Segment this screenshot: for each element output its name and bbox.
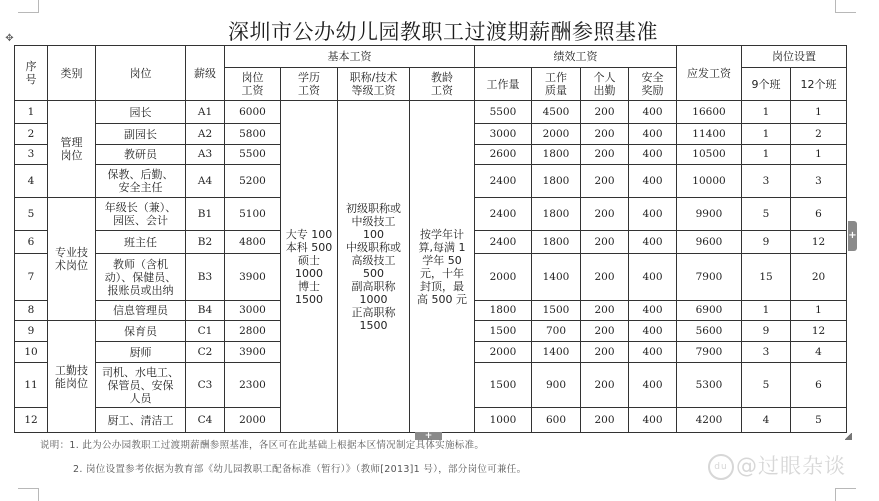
cell-class12: 1: [791, 301, 847, 321]
position-label-line: 副园长: [124, 127, 157, 141]
cell-workload: 2400: [475, 231, 532, 254]
title-wage-line: 500: [363, 266, 384, 280]
cell-post-wage: 5200: [225, 165, 281, 198]
education-wage-line: 1500: [295, 292, 323, 306]
table-body: [15, 101, 847, 433]
cell-grade: C3: [186, 363, 225, 408]
position-label-line: 保教、后勤、: [107, 168, 174, 181]
title-wage-line: 副高职称: [351, 279, 396, 293]
cell-class9: 3: [742, 342, 791, 363]
position-label-line: 保育员: [124, 324, 157, 338]
cell-class9: 15: [742, 254, 791, 301]
add-row-button[interactable]: +: [415, 432, 442, 440]
cell-seq: 2: [15, 124, 48, 145]
cell-workload: 1500: [475, 363, 532, 408]
cell-gross: 5300: [677, 363, 742, 408]
cell-post-wage: 3900: [225, 342, 281, 363]
category-label-line: 术岗位: [55, 259, 88, 272]
cell-class9: 5: [742, 198, 791, 231]
header-gross: 应发工资: [677, 46, 742, 101]
cell-gross: 11400: [677, 124, 742, 145]
education-wage-line: 硕士: [298, 253, 320, 267]
cell-education-wage-merged: [281, 101, 338, 433]
header-post-wage: [225, 68, 281, 101]
header-post-wage-label: 岗位 工资: [241, 71, 264, 97]
cell-safety: 400: [629, 408, 677, 433]
header-seq-label: 序 号: [25, 60, 37, 86]
education-wage-line: 本科 500: [285, 240, 333, 254]
cell-attendance: 200: [581, 408, 629, 433]
cell-quality: 1500: [532, 301, 581, 321]
cell-attendance: 200: [581, 342, 629, 363]
cell-attendance: 200: [581, 254, 629, 301]
cell-position: [96, 342, 186, 363]
header-basic-group: 基本工资: [225, 46, 475, 68]
note-1: 说明：1. 此为公办园教职工过渡期薪酬参照基准，各区可在此基础上根据本区情况制定具体实施标准。: [40, 440, 485, 451]
table-row: [15, 101, 847, 124]
cell-position: [96, 198, 186, 231]
header-attendance-label: 个人 出勤: [593, 71, 616, 97]
cell-attendance: 200: [581, 101, 629, 124]
cell-seq: 11: [15, 363, 48, 408]
cell-gross: 6900: [677, 301, 742, 321]
cell-class12: 2: [791, 124, 847, 145]
cell-gross: 7900: [677, 342, 742, 363]
cell-gross: 10000: [677, 165, 742, 198]
cell-safety: 400: [629, 101, 677, 124]
page-corner-mark: [835, 488, 856, 501]
seniority-wage-line: 封顶，最: [420, 279, 464, 293]
position-label-line: 动）、保健员、: [104, 270, 177, 284]
cell-seq: 10: [15, 342, 48, 363]
position-label-line: 安全主任: [118, 181, 163, 194]
cell-gross: 5600: [677, 321, 742, 342]
cell-post-wage: 3000: [225, 301, 281, 321]
cell-attendance: 200: [581, 363, 629, 408]
cell-class12: 12: [791, 321, 847, 342]
cell-quality: 900: [532, 363, 581, 408]
cell-post-wage: 6000: [225, 101, 281, 124]
cell-quality: 1800: [532, 198, 581, 231]
cell-grade: A3: [186, 145, 225, 165]
cell-seq: 12: [15, 408, 48, 433]
salary-table: [14, 45, 847, 433]
title-wage-line: 正高职称: [351, 305, 396, 319]
cell-attendance: 200: [581, 321, 629, 342]
cell-grade: A2: [186, 124, 225, 145]
cell-safety: 400: [629, 124, 677, 145]
category-label-line: 工勤技: [55, 363, 88, 377]
cell-post-wage: 4800: [225, 231, 281, 254]
page-corner-mark: [18, 488, 39, 501]
cell-grade: B4: [186, 301, 225, 321]
header-workload: 工作量: [475, 68, 532, 101]
cell-safety: 400: [629, 321, 677, 342]
cell-class12: 1: [791, 145, 847, 165]
cell-workload: 2000: [475, 254, 532, 301]
header-title-wage-label: 职称/技术 等级工资: [349, 71, 398, 97]
education-wage-line: 1000: [295, 266, 323, 280]
cell-class12: 1: [791, 101, 847, 124]
cell-grade: B3: [186, 254, 225, 301]
cell-class12: 3: [791, 165, 847, 198]
cell-post-wage: 2800: [225, 321, 281, 342]
cell-attendance: 200: [581, 145, 629, 165]
header-staffing-group: 岗位设置: [742, 46, 847, 68]
header-class9: 9个班: [742, 68, 791, 101]
cell-attendance: 200: [581, 165, 629, 198]
cell-post-wage: 2300: [225, 363, 281, 408]
cell-gross: 10500: [677, 145, 742, 165]
cell-grade: B1: [186, 198, 225, 231]
position-label-line: 保管员、安保: [107, 378, 174, 392]
page-corner-mark: [835, 0, 856, 13]
cell-quality: 700: [532, 321, 581, 342]
cell-gross: 9600: [677, 231, 742, 254]
cell-safety: 400: [629, 198, 677, 231]
cell-safety: 400: [629, 165, 677, 198]
cell-seq: 9: [15, 321, 48, 342]
cell-quality: 1400: [532, 342, 581, 363]
cell-class12: 5: [791, 408, 847, 433]
cell-post-wage: 3900: [225, 254, 281, 301]
cell-grade: C4: [186, 408, 225, 433]
cell-workload: 1800: [475, 301, 532, 321]
category-label-line: 管理: [60, 136, 83, 149]
cell-class9: 5: [742, 363, 791, 408]
cell-safety: 400: [629, 301, 677, 321]
cell-grade: C1: [186, 321, 225, 342]
cell-class9: 4: [742, 408, 791, 433]
seniority-wage-line: 算,每满 1: [418, 240, 466, 254]
cell-seq: 5: [15, 198, 48, 231]
cell-position: [96, 363, 186, 408]
cell-class12: 6: [791, 198, 847, 231]
cell-seq: 7: [15, 254, 48, 301]
cell-attendance: 200: [581, 231, 629, 254]
title-wage-line: 1500: [359, 318, 388, 332]
cell-seq: 8: [15, 301, 48, 321]
cell-grade: C2: [186, 342, 225, 363]
cell-position: [96, 124, 186, 145]
header-attendance: [581, 68, 629, 101]
header-safety: [629, 68, 677, 101]
header-education-wage: [281, 68, 338, 101]
cell-seq: 6: [15, 231, 48, 254]
cell-category: [48, 101, 96, 198]
category-label-line: 岗位: [60, 149, 83, 162]
position-label-line: 厨工、清洁工: [107, 413, 174, 427]
add-column-button[interactable]: +: [848, 221, 857, 251]
title-wage-line: 高级技工: [351, 253, 396, 267]
cell-class9: 3: [742, 165, 791, 198]
seniority-wage-line: 高 500 元: [417, 292, 467, 306]
header-title-wage: [338, 68, 410, 101]
cell-quality: 4500: [532, 101, 581, 124]
cell-workload: 1500: [475, 321, 532, 342]
header-position: 岗位: [96, 46, 186, 101]
table-resize-handle[interactable]: [845, 433, 852, 440]
watermark: [708, 450, 846, 480]
cell-gross: 4200: [677, 408, 742, 433]
watermark-text: @过眼杂谈: [736, 454, 846, 478]
cell-class12: 20: [791, 254, 847, 301]
position-label-line: 厨师: [129, 345, 152, 359]
position-label-line: 班主任: [124, 235, 157, 249]
position-label-line: 信息管理员: [113, 304, 168, 317]
cell-class12: 4: [791, 342, 847, 363]
note-2: 2. 岗位设置参考依据为教育部《幼儿园教职工配备标准（暂行）》（教师[2013]1 号），部分岗位可兼任。: [73, 464, 527, 475]
cell-position: [96, 165, 186, 198]
title-wage-line: 初级职称或: [346, 201, 401, 215]
cell-grade: A4: [186, 165, 225, 198]
header-category: 类别: [48, 46, 96, 101]
cell-position: [96, 145, 186, 165]
cell-gross: 7900: [677, 254, 742, 301]
title-wage-line: 中级职称或: [346, 240, 401, 254]
cell-attendance: 200: [581, 198, 629, 231]
cell-workload: 2400: [475, 165, 532, 198]
cell-seq: 3: [15, 145, 48, 165]
cell-quality: 1800: [532, 165, 581, 198]
document-title: 深圳市公办幼儿园教职工过渡期薪酬参照基准: [228, 20, 658, 44]
cell-quality: 1800: [532, 145, 581, 165]
position-label-line: 园长: [129, 105, 152, 119]
header-quality: [532, 68, 581, 101]
education-wage-line: 大专 100: [285, 227, 333, 241]
cell-workload: 2000: [475, 342, 532, 363]
cell-position: [96, 101, 186, 124]
cell-workload: 3000: [475, 124, 532, 145]
table-move-icon[interactable]: ✥: [5, 33, 14, 44]
cell-class12: 12: [791, 231, 847, 254]
seniority-wage-line: 按学年计: [420, 227, 464, 241]
cell-position: [96, 408, 186, 433]
header-education-wage-label: 学历 工资: [298, 71, 320, 97]
cell-class9: 1: [742, 124, 791, 145]
header-class12: 12个班: [791, 68, 847, 101]
cell-post-wage: 5100: [225, 198, 281, 231]
cell-safety: 400: [629, 145, 677, 165]
title-wage-line: 100: [363, 227, 384, 241]
cell-safety: 400: [629, 342, 677, 363]
cell-position: [96, 231, 186, 254]
cell-quality: 1800: [532, 231, 581, 254]
position-label-line: 园医、会计: [113, 214, 168, 227]
header-safety-label: 安全 奖励: [641, 71, 664, 97]
cell-category: [48, 198, 96, 321]
cell-post-wage: 5800: [225, 124, 281, 145]
position-label-line: 教师（含机: [113, 257, 168, 271]
category-label-line: 能岗位: [55, 376, 88, 390]
cell-seq: 4: [15, 165, 48, 198]
cell-safety: 400: [629, 254, 677, 301]
cell-quality: 600: [532, 408, 581, 433]
cell-safety: 400: [629, 231, 677, 254]
header-performance-group: 绩效工资: [475, 46, 677, 68]
cell-class9: 9: [742, 231, 791, 254]
cell-safety: 400: [629, 363, 677, 408]
header-grade: 薪级: [186, 46, 225, 101]
cell-quality: 1400: [532, 254, 581, 301]
cell-workload: 2600: [475, 145, 532, 165]
header-seq: [15, 46, 48, 101]
cell-position: [96, 321, 186, 342]
page-corner-mark: [18, 0, 39, 13]
header-quality-label: 工作 质量: [545, 71, 567, 97]
cell-grade: B2: [186, 231, 225, 254]
cell-gross: 9900: [677, 198, 742, 231]
cell-class9: 1: [742, 301, 791, 321]
seniority-wage-line: 元，十年: [420, 266, 464, 280]
cell-title-wage-merged: [338, 101, 410, 433]
cell-workload: 2400: [475, 198, 532, 231]
cell-seniority-wage-merged: [410, 101, 475, 433]
title-wage-line: 1000: [359, 292, 388, 306]
header-seniority-wage-label: 教龄 工资: [431, 71, 453, 97]
cell-seq: 1: [15, 101, 48, 124]
cell-gross: 16600: [677, 101, 742, 124]
cell-class9: 1: [742, 145, 791, 165]
header-row: [15, 46, 847, 68]
title-wage-line: 中级技工: [351, 214, 396, 228]
position-label-line: 报账员或出纳: [107, 283, 174, 297]
cell-class9: 1: [742, 101, 791, 124]
cell-attendance: 200: [581, 124, 629, 145]
cell-workload: 5500: [475, 101, 532, 124]
cell-quality: 2000: [532, 124, 581, 145]
cell-position: [96, 301, 186, 321]
baidu-paw-icon: du: [708, 454, 734, 480]
cell-class12: 6: [791, 363, 847, 408]
category-label-line: 专业技: [55, 246, 88, 259]
cell-position: [96, 254, 186, 301]
cell-category: [48, 321, 96, 433]
cell-attendance: 200: [581, 301, 629, 321]
header-seniority-wage: [410, 68, 475, 101]
position-label-line: 教研员: [124, 148, 157, 161]
education-wage-line: 博士: [298, 279, 320, 293]
cell-class9: 9: [742, 321, 791, 342]
cell-grade: A1: [186, 101, 225, 124]
cell-post-wage: 2000: [225, 408, 281, 433]
cell-post-wage: 5500: [225, 145, 281, 165]
position-label-line: 年级长（兼）、: [104, 201, 177, 214]
seniority-wage-line: 学年 50: [422, 253, 462, 267]
cell-workload: 1000: [475, 408, 532, 433]
position-label-line: 人员: [129, 391, 152, 405]
position-label-line: 司机、水电工、: [102, 365, 179, 379]
